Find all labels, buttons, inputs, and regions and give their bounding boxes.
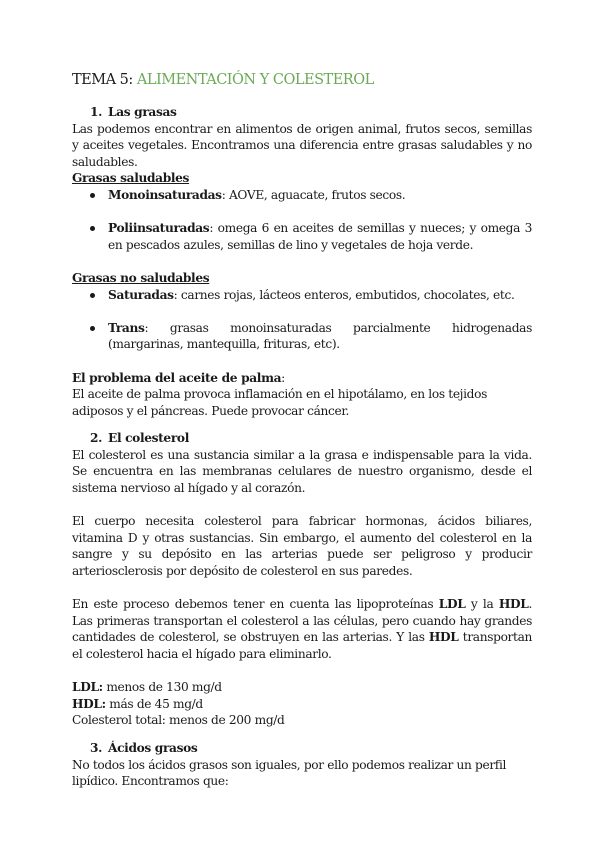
healthy-fats-heading: Grasas saludables xyxy=(72,171,190,186)
cholesterol-paragraph-2: El cuerpo necesita colesterol para fabricar hormonas, ácidos biliares, vitamina D y otras sustancias. Sin embargo, el aumento del colesterol en la sangre y su depósito en las arterias puede ser peligroso y producir arteriosclerosis por depósito de colesterol en sus paredes. xyxy=(72,514,532,579)
section-3-heading xyxy=(90,740,532,757)
section-3-title: Ácidos grasos xyxy=(108,740,198,755)
spacer xyxy=(72,497,532,514)
list-spacer xyxy=(72,204,532,221)
ldl-value: menos de 130 mg/d xyxy=(102,680,222,695)
palm-oil-heading-text: El problema del aceite de palma xyxy=(72,370,282,385)
cholesterol-paragraph-1: El colesterol es una sustancia similar a la grasa e indispensable para la vida. Se encuentra en las membranas celulares de nuestro organismo, desde el sistema nervioso al hígado y al corazón. xyxy=(72,447,532,496)
list-item xyxy=(72,287,532,304)
hdl-value-line xyxy=(72,696,532,713)
list-item xyxy=(72,187,532,204)
list-item-term: Trans xyxy=(108,320,145,335)
ldl-label: LDL: xyxy=(72,680,103,695)
section-3-number: 3. xyxy=(90,740,103,755)
section-1-title: Las grasas xyxy=(108,105,177,119)
spacer xyxy=(72,663,532,680)
ldl-term: LDL xyxy=(438,597,466,612)
unhealthy-fats-list xyxy=(72,287,532,353)
hdl-term: HDL xyxy=(428,630,459,645)
list-item-text: : grasas monoinsaturadas parcialmente hidrogenadas (margarinas, mantequilla, frituras, etc). xyxy=(108,320,532,352)
unhealthy-fats-heading: Grasas no saludables xyxy=(72,270,210,285)
palm-oil-heading xyxy=(72,370,532,387)
bullet-icon xyxy=(90,326,95,331)
hdl-label: HDL: xyxy=(72,696,106,711)
section-2-number: 2. xyxy=(90,431,103,446)
spacer xyxy=(72,419,532,430)
spacer xyxy=(72,353,532,370)
list-item-term: Poliinsaturadas xyxy=(108,221,210,236)
section-2-title: El colesterol xyxy=(108,431,189,446)
list-item-text: : omega 6 en aceites de semillas y nueces; y omega 3 en pescados azules, semillas de lino y vegetales de hoja verde. xyxy=(108,221,532,252)
list-item-term: Monoinsaturadas xyxy=(108,187,222,202)
list-item xyxy=(72,320,532,353)
list-spacer xyxy=(72,303,532,320)
cholesterol-paragraph-3 xyxy=(72,596,532,662)
title-accent: ALIMENTACIÓN Y COLESTEROL xyxy=(136,72,374,88)
page-title xyxy=(72,70,532,90)
text-run: y la xyxy=(465,597,499,612)
total-cholesterol-line: Colesterol total: menos de 200 mg/d xyxy=(72,713,285,728)
section-2-heading xyxy=(90,430,532,447)
text-run: transportan el colesterol hacia el hígado para eliminarlo. xyxy=(72,630,532,661)
list-item-text: : carnes rojas, lácteos enteros, embutidos, chocolates, etc. xyxy=(173,287,515,302)
document-page xyxy=(72,70,532,790)
spacer xyxy=(72,729,532,740)
section-1-number: 1. xyxy=(90,105,103,119)
bullet-icon xyxy=(90,293,95,298)
fatty-acids-paragraph: No todos los ácidos grasos son iguales, por ello podemos realizar un perfil lipídico. Encontramos que: xyxy=(72,757,507,789)
bullet-icon xyxy=(90,193,95,198)
title-prefix: TEMA 5: xyxy=(72,72,133,88)
palm-oil-heading-colon: : xyxy=(281,370,285,385)
list-item xyxy=(72,220,532,253)
bullet-icon xyxy=(90,226,95,231)
hdl-value: más de 45 mg/d xyxy=(105,696,203,711)
hdl-term: HDL xyxy=(498,597,529,612)
list-item-text: : AOVE, aguacate, frutos secos. xyxy=(221,187,406,202)
text-run: En este proceso debemos tener en cuenta las lipoproteínas xyxy=(72,597,439,612)
spacer xyxy=(72,580,532,597)
healthy-fats-list xyxy=(72,187,532,253)
spacer xyxy=(72,253,532,270)
list-item-term: Saturadas xyxy=(108,287,174,302)
palm-oil-text: El aceite de palma provoca inflamación en el hipotálamo, en los tejidos adiposos y el páncreas. Puede provocar cáncer. xyxy=(72,387,487,418)
text-run: . Las primeras transportan el colesterol a las células, pero cuando hay grandes cantidades de colesterol, se obstruyen en las arterias. Y las xyxy=(72,597,532,645)
section-1-heading xyxy=(90,104,532,121)
section-1-intro: Las podemos encontrar en alimentos de origen animal, frutos secos, semillas y aceites vegetales. Encontramos una diferencia entre grasas saludables y no saludables. xyxy=(72,121,532,169)
ldl-value-line xyxy=(72,679,532,696)
